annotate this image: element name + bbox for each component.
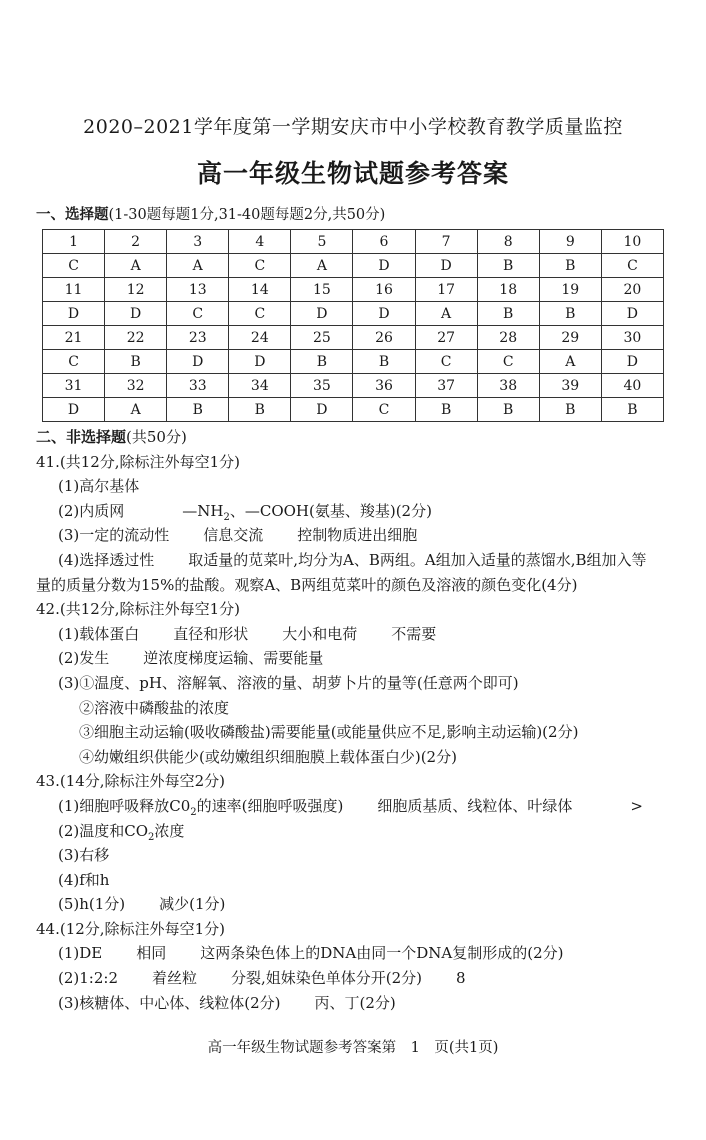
q41-a2-part2: —NH: [182, 501, 224, 520]
question-number-cell: 40: [601, 374, 663, 398]
q43-a2-part2: 浓度: [154, 821, 185, 840]
question-number-cell: 29: [539, 326, 601, 350]
answer-cell: B: [291, 350, 353, 374]
answer-cell: A: [167, 254, 229, 278]
answer-cell: D: [601, 350, 663, 374]
question-number-cell: 7: [415, 230, 477, 254]
q43-a5-part1: (5)h(1分): [58, 895, 126, 914]
q43-a1-part4: >: [630, 796, 643, 815]
answer-cell: C: [167, 302, 229, 326]
answer-cell: B: [601, 398, 663, 422]
section2-heading: [36, 425, 686, 450]
question-number-cell: 5: [291, 230, 353, 254]
q42-a1-part1: (1)载体蛋白: [58, 624, 140, 643]
section2: [36, 425, 686, 1015]
question-number-cell: 37: [415, 374, 477, 398]
section2-title: 二、非选择题: [36, 428, 127, 446]
question-number-cell: 32: [105, 374, 167, 398]
q41-a3-part2: 信息交流: [203, 526, 264, 545]
question-number-cell: 1: [43, 230, 105, 254]
q44-a1-part2: 相同: [136, 944, 167, 963]
answer-cell: D: [43, 398, 105, 422]
answer-cell: D: [353, 302, 415, 326]
question-number-cell: 11: [43, 278, 105, 302]
question-number-cell: 33: [167, 374, 229, 398]
answer-cell: D: [415, 254, 477, 278]
answer-cell: D: [291, 302, 353, 326]
answer-cell: B: [477, 302, 539, 326]
answer-cell: A: [415, 302, 477, 326]
answer-row: [43, 350, 664, 374]
question-number-cell: 39: [539, 374, 601, 398]
question-number-cell: 36: [353, 374, 415, 398]
answer-table: [42, 229, 664, 422]
q44-head: 44.(12分,除标注外每空1分): [36, 919, 225, 938]
q44-a1-part1: (1)DE: [58, 944, 103, 963]
question-number-cell: 30: [601, 326, 663, 350]
question-number-cell: 26: [353, 326, 415, 350]
q41-a4-part1: (4)选择透过性: [58, 550, 155, 569]
answer-cell: B: [105, 350, 167, 374]
q42-answer-2: [36, 646, 686, 671]
answer-cell: A: [105, 254, 167, 278]
answer-cell: C: [353, 398, 415, 422]
question-number-cell: 35: [291, 374, 353, 398]
q44-a3-part1: (3)核糖体、中心体、线粒体(2分): [58, 993, 281, 1012]
answer-cell: C: [229, 254, 291, 278]
answer-cell: C: [601, 254, 663, 278]
q42-answer-1: [36, 622, 686, 647]
q41-head: 41.(共12分,除标注外每空1分): [36, 452, 240, 471]
answer-cell: D: [43, 302, 105, 326]
q41-a3-part3: 控制物质进出细胞: [297, 526, 418, 545]
q42-a2-part1: (2)发生: [58, 649, 110, 668]
q44-answer-1: [36, 941, 686, 966]
answer-cell: C: [477, 350, 539, 374]
q44-a2-part1: (2)1:2:2: [58, 969, 118, 988]
q43-a5-part2: 减少(1分): [159, 895, 226, 914]
q44-answer-2: [36, 966, 686, 991]
answer-row: [43, 254, 664, 278]
q43-a2-part1: (2)温度和CO: [58, 821, 149, 840]
q43-a1-part3: 细胞质基质、线粒体、叶绿体: [377, 796, 573, 815]
answer-cell: A: [291, 254, 353, 278]
q44-answer-3: [36, 991, 686, 1016]
answer-row: [43, 398, 664, 422]
question-number-row: [43, 230, 664, 254]
q43-answer-4: (4)f和h: [58, 870, 110, 889]
question-number-cell: 31: [43, 374, 105, 398]
question-number-cell: 16: [353, 278, 415, 302]
question-number-cell: 15: [291, 278, 353, 302]
q42-a1-part4: 不需要: [391, 624, 437, 643]
question-number-cell: 2: [105, 230, 167, 254]
answer-row: [43, 302, 664, 326]
question-number-cell: 34: [229, 374, 291, 398]
q42-head: 42.(共12分,除标注外每空1分): [36, 600, 240, 619]
q43-head: 43.(14分,除标注外每空2分): [36, 772, 225, 791]
answer-cell: D: [229, 350, 291, 374]
q42-answer-3: (3)①温度、pH、溶解氧、溶液的量、胡萝卜片的量等(任意两个即可): [58, 673, 519, 692]
answer-cell: B: [353, 350, 415, 374]
question-number-cell: 23: [167, 326, 229, 350]
answer-cell: C: [43, 254, 105, 278]
answer-cell: B: [539, 398, 601, 422]
q42-a1-part2: 直径和形状: [173, 624, 249, 643]
answer-cell: B: [477, 254, 539, 278]
document-subtitle: 2020–2021学年度第一学期安庆市中小学校教育教学质量监控: [83, 116, 623, 138]
q41-a3-part1: (3)一定的流动性: [58, 526, 170, 545]
q43-answer-5: [36, 892, 686, 917]
question-number-cell: 9: [539, 230, 601, 254]
answer-cell: C: [43, 350, 105, 374]
question-number-cell: 13: [167, 278, 229, 302]
answer-cell: D: [601, 302, 663, 326]
q44-a3-part2: 丙、丁(2分): [314, 993, 396, 1012]
question-number-cell: 28: [477, 326, 539, 350]
question-number-cell: 14: [229, 278, 291, 302]
q42-a1-part3: 大小和电荷: [282, 624, 358, 643]
answer-cell: C: [229, 302, 291, 326]
answer-cell: B: [415, 398, 477, 422]
page-footer: 高一年级生物试题参考答案第 1 页(共1页): [207, 1040, 499, 1056]
section1-title: 一、选择题: [36, 207, 109, 223]
section1-heading: [36, 203, 385, 224]
q43-a1-part2: 的速率(细胞呼吸强度): [196, 796, 344, 815]
answer-cell: B: [167, 398, 229, 422]
question-number-cell: 38: [477, 374, 539, 398]
q41-answer-4: [36, 548, 686, 573]
q43-answer-3: (3)右移: [58, 846, 110, 865]
section1-note: (1-30题每题1分,31-40题每题2分,共50分): [108, 207, 386, 223]
question-number-row: [43, 374, 664, 398]
q42-answer-3d: ④幼嫩组织供能少(或幼嫩组织细胞膜上载体蛋白少)(2分): [79, 747, 457, 766]
answer-cell: B: [539, 302, 601, 326]
q43-answer-2: [36, 819, 686, 844]
document-title: 高一年级生物试题参考答案: [196, 159, 509, 188]
question-number-cell: 20: [601, 278, 663, 302]
q41-answer-3: [36, 523, 686, 548]
question-number-cell: 25: [291, 326, 353, 350]
answer-cell: D: [167, 350, 229, 374]
answer-cell: C: [415, 350, 477, 374]
answer-cell: D: [291, 398, 353, 422]
question-number-cell: 12: [105, 278, 167, 302]
q41-a4-part2: 取适量的苋菜叶,均分为A、B两组。A组加入适量的蒸馏水,B组加入等: [188, 550, 647, 569]
answer-cell: B: [477, 398, 539, 422]
question-number-row: [43, 326, 664, 350]
question-number-row: [43, 278, 664, 302]
q42-answer-3c: ③细胞主动运输(吸收磷酸盐)需要能量(或能量供应不足,影响主动运输)(2分): [79, 723, 579, 742]
question-number-cell: 3: [167, 230, 229, 254]
q41-answer-2: [36, 499, 686, 524]
q41-a2-part1: (2)内质网: [58, 501, 125, 520]
q44-a2-part2: 着丝粒: [152, 969, 198, 988]
q41-answer-1: (1)高尔基体: [58, 477, 140, 496]
question-number-cell: 6: [353, 230, 415, 254]
q44-a2-part4: 8: [456, 969, 466, 988]
answer-cell: A: [539, 350, 601, 374]
q44-a2-part3: 分裂,姐妹染色单体分开(2分): [231, 969, 423, 988]
q43-a2-sub: 2: [148, 831, 155, 843]
answer-cell: B: [539, 254, 601, 278]
question-number-cell: 17: [415, 278, 477, 302]
answer-cell: A: [105, 398, 167, 422]
question-number-cell: 18: [477, 278, 539, 302]
q43-answer-1: [36, 794, 686, 819]
section2-note: (共50分): [126, 428, 187, 446]
q42-answer-3b: ②溶液中磷酸盐的浓度: [79, 698, 230, 717]
answer-cell: B: [229, 398, 291, 422]
question-number-cell: 8: [477, 230, 539, 254]
answer-cell: D: [353, 254, 415, 278]
q41-a2-part3: 、—COOH(氨基、羧基)(2分): [229, 501, 432, 520]
q43-a1-sub: 2: [190, 806, 197, 818]
question-number-cell: 21: [43, 326, 105, 350]
q41-a2-sub: 2: [223, 511, 230, 523]
question-number-cell: 19: [539, 278, 601, 302]
q44-a1-part3: 这两条染色体上的DNA由同一个DNA复制形成的(2分): [200, 944, 564, 963]
question-number-cell: 10: [601, 230, 663, 254]
question-number-cell: 27: [415, 326, 477, 350]
q42-a2-part2: 逆浓度梯度运输、需要能量: [143, 649, 324, 668]
q41-answer-4-cont: 量的质量分数为15%的盐酸。观察A、B两组苋菜叶的颜色及溶液的颜色变化(4分): [36, 575, 578, 594]
answer-cell: D: [105, 302, 167, 326]
question-number-cell: 22: [105, 326, 167, 350]
question-number-cell: 24: [229, 326, 291, 350]
question-number-cell: 4: [229, 230, 291, 254]
q43-a1-part1: (1)细胞呼吸释放C0: [58, 796, 191, 815]
